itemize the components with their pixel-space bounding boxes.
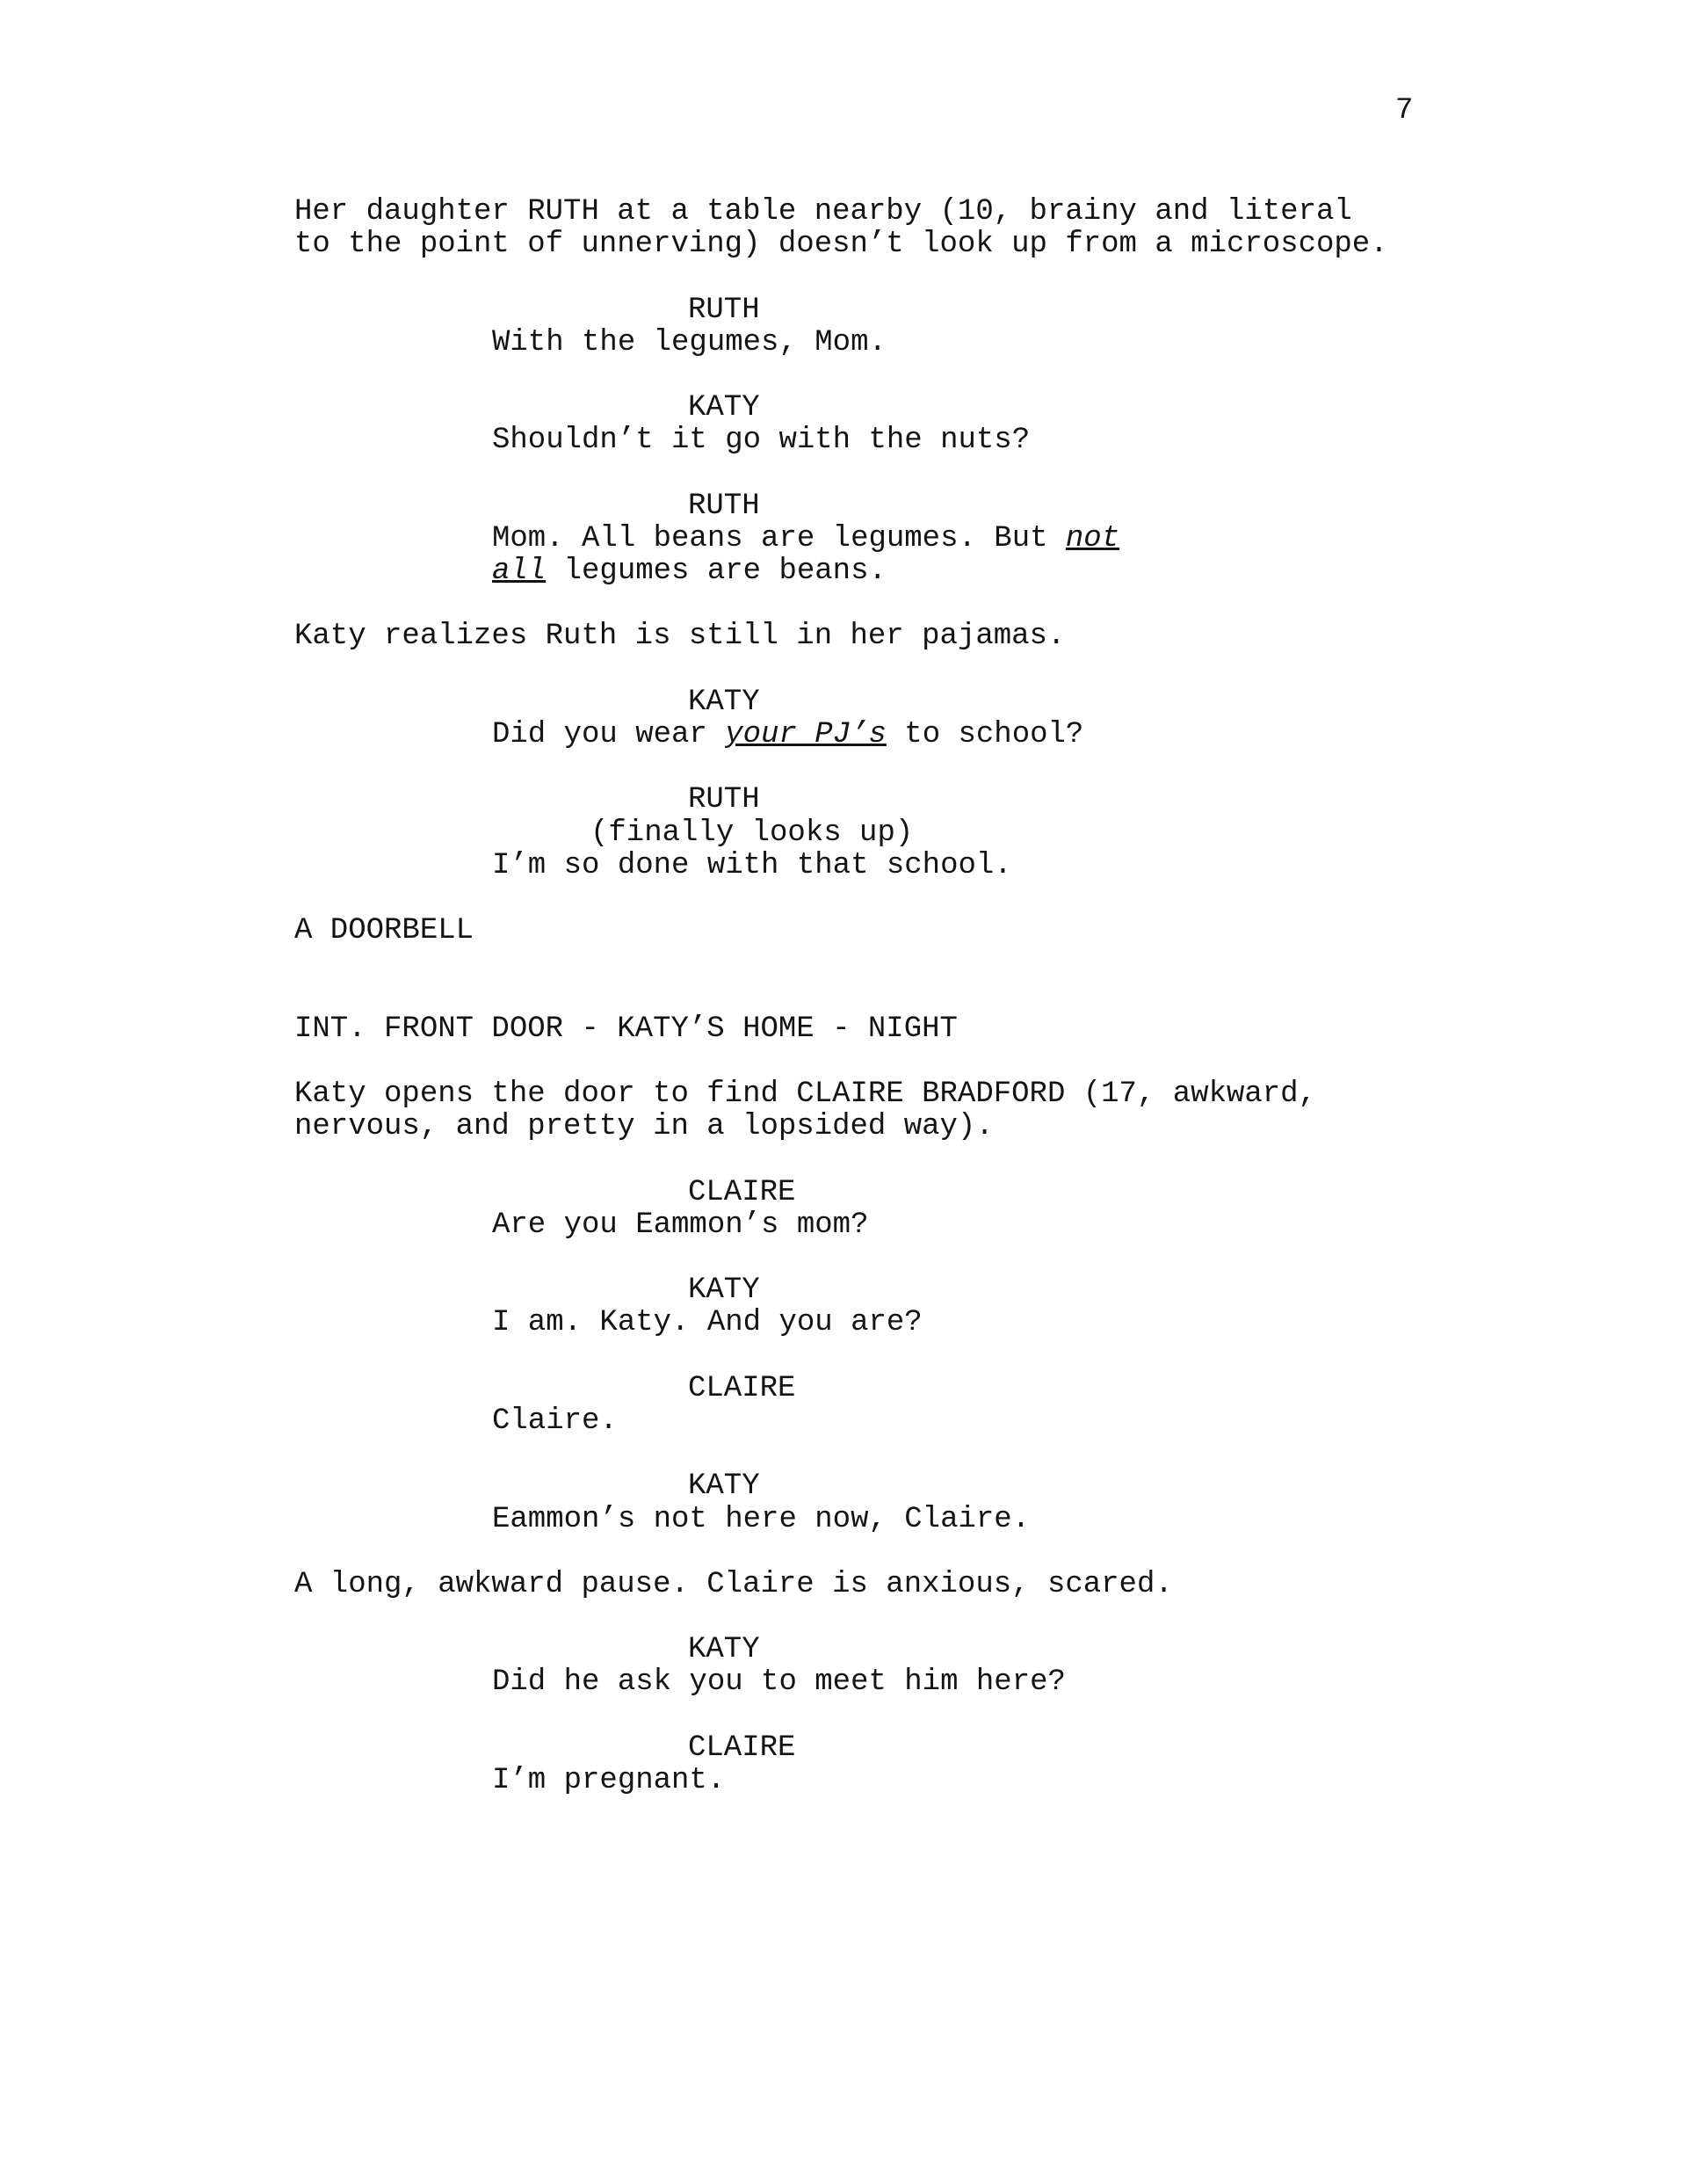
dialogue-line: I’m so done with that school. bbox=[492, 848, 1012, 882]
emphasis-text: not bbox=[1065, 521, 1120, 555]
character-name: CLAIRE bbox=[688, 1175, 796, 1209]
character-name: KATY bbox=[688, 1273, 760, 1308]
dialogue-line bbox=[294, 719, 1542, 751]
action-line: nervous, and pretty in a lopsided way). bbox=[294, 1110, 994, 1144]
character-name: KATY bbox=[688, 1633, 760, 1667]
parenthetical: (finally looks up) bbox=[590, 816, 914, 850]
action-line: A long, awkward pause. Claire is anxious, scared. bbox=[294, 1567, 1173, 1601]
character-name: CLAIRE bbox=[688, 1371, 796, 1405]
character-name: KATY bbox=[688, 391, 760, 425]
character-name: RUTH bbox=[688, 293, 760, 327]
dialogue-text: Did you wear bbox=[492, 718, 726, 751]
action-line: Her daughter RUTH at a table nearby (10, brainy and literal bbox=[294, 195, 1352, 229]
dialogue-line bbox=[294, 555, 1542, 588]
character-name: KATY bbox=[688, 685, 760, 719]
dialogue-line: Shouldn’t it go with the nuts? bbox=[492, 424, 1031, 458]
dialogue-text: Mom. All beans are legumes. But bbox=[492, 521, 1066, 555]
action-line: Katy opens the door to find CLAIRE BRADFORD (17, awkward, bbox=[294, 1077, 1316, 1112]
page-number: 7 bbox=[1395, 94, 1414, 127]
dialogue-line: I am. Katy. And you are? bbox=[492, 1306, 923, 1340]
dialogue-text: legumes are beans. bbox=[546, 555, 887, 589]
dialogue-line: I’m pregnant. bbox=[492, 1764, 726, 1798]
character-name: CLAIRE bbox=[688, 1731, 796, 1765]
dialogue-line: Are you Eammon’s mom? bbox=[492, 1208, 869, 1242]
screenplay-page bbox=[294, 196, 1542, 1797]
dialogue-line: Claire. bbox=[492, 1404, 618, 1438]
action-line: A DOORBELL bbox=[294, 914, 474, 948]
dialogue-line bbox=[294, 523, 1542, 555]
action-line: to the point of unnerving) doesn’t look up from a microscope. bbox=[294, 228, 1388, 262]
character-name: RUTH bbox=[688, 783, 760, 817]
dialogue-line: With the legumes, Mom. bbox=[492, 325, 887, 359]
dialogue-line: Eammon’s not here now, Claire. bbox=[492, 1502, 1031, 1536]
dialogue-text: to school? bbox=[886, 718, 1084, 751]
character-name: RUTH bbox=[688, 489, 760, 523]
character-name: KATY bbox=[688, 1469, 760, 1504]
dialogue-line: Did he ask you to meet him here? bbox=[492, 1665, 1066, 1700]
action-line: Katy realizes Ruth is still in her pajamas. bbox=[294, 620, 1066, 654]
emphasis-text: all bbox=[492, 555, 547, 589]
scene-heading: INT. FRONT DOOR - KATY’S HOME - NIGHT bbox=[294, 1012, 958, 1046]
emphasis-text: your PJ’s bbox=[725, 718, 887, 751]
